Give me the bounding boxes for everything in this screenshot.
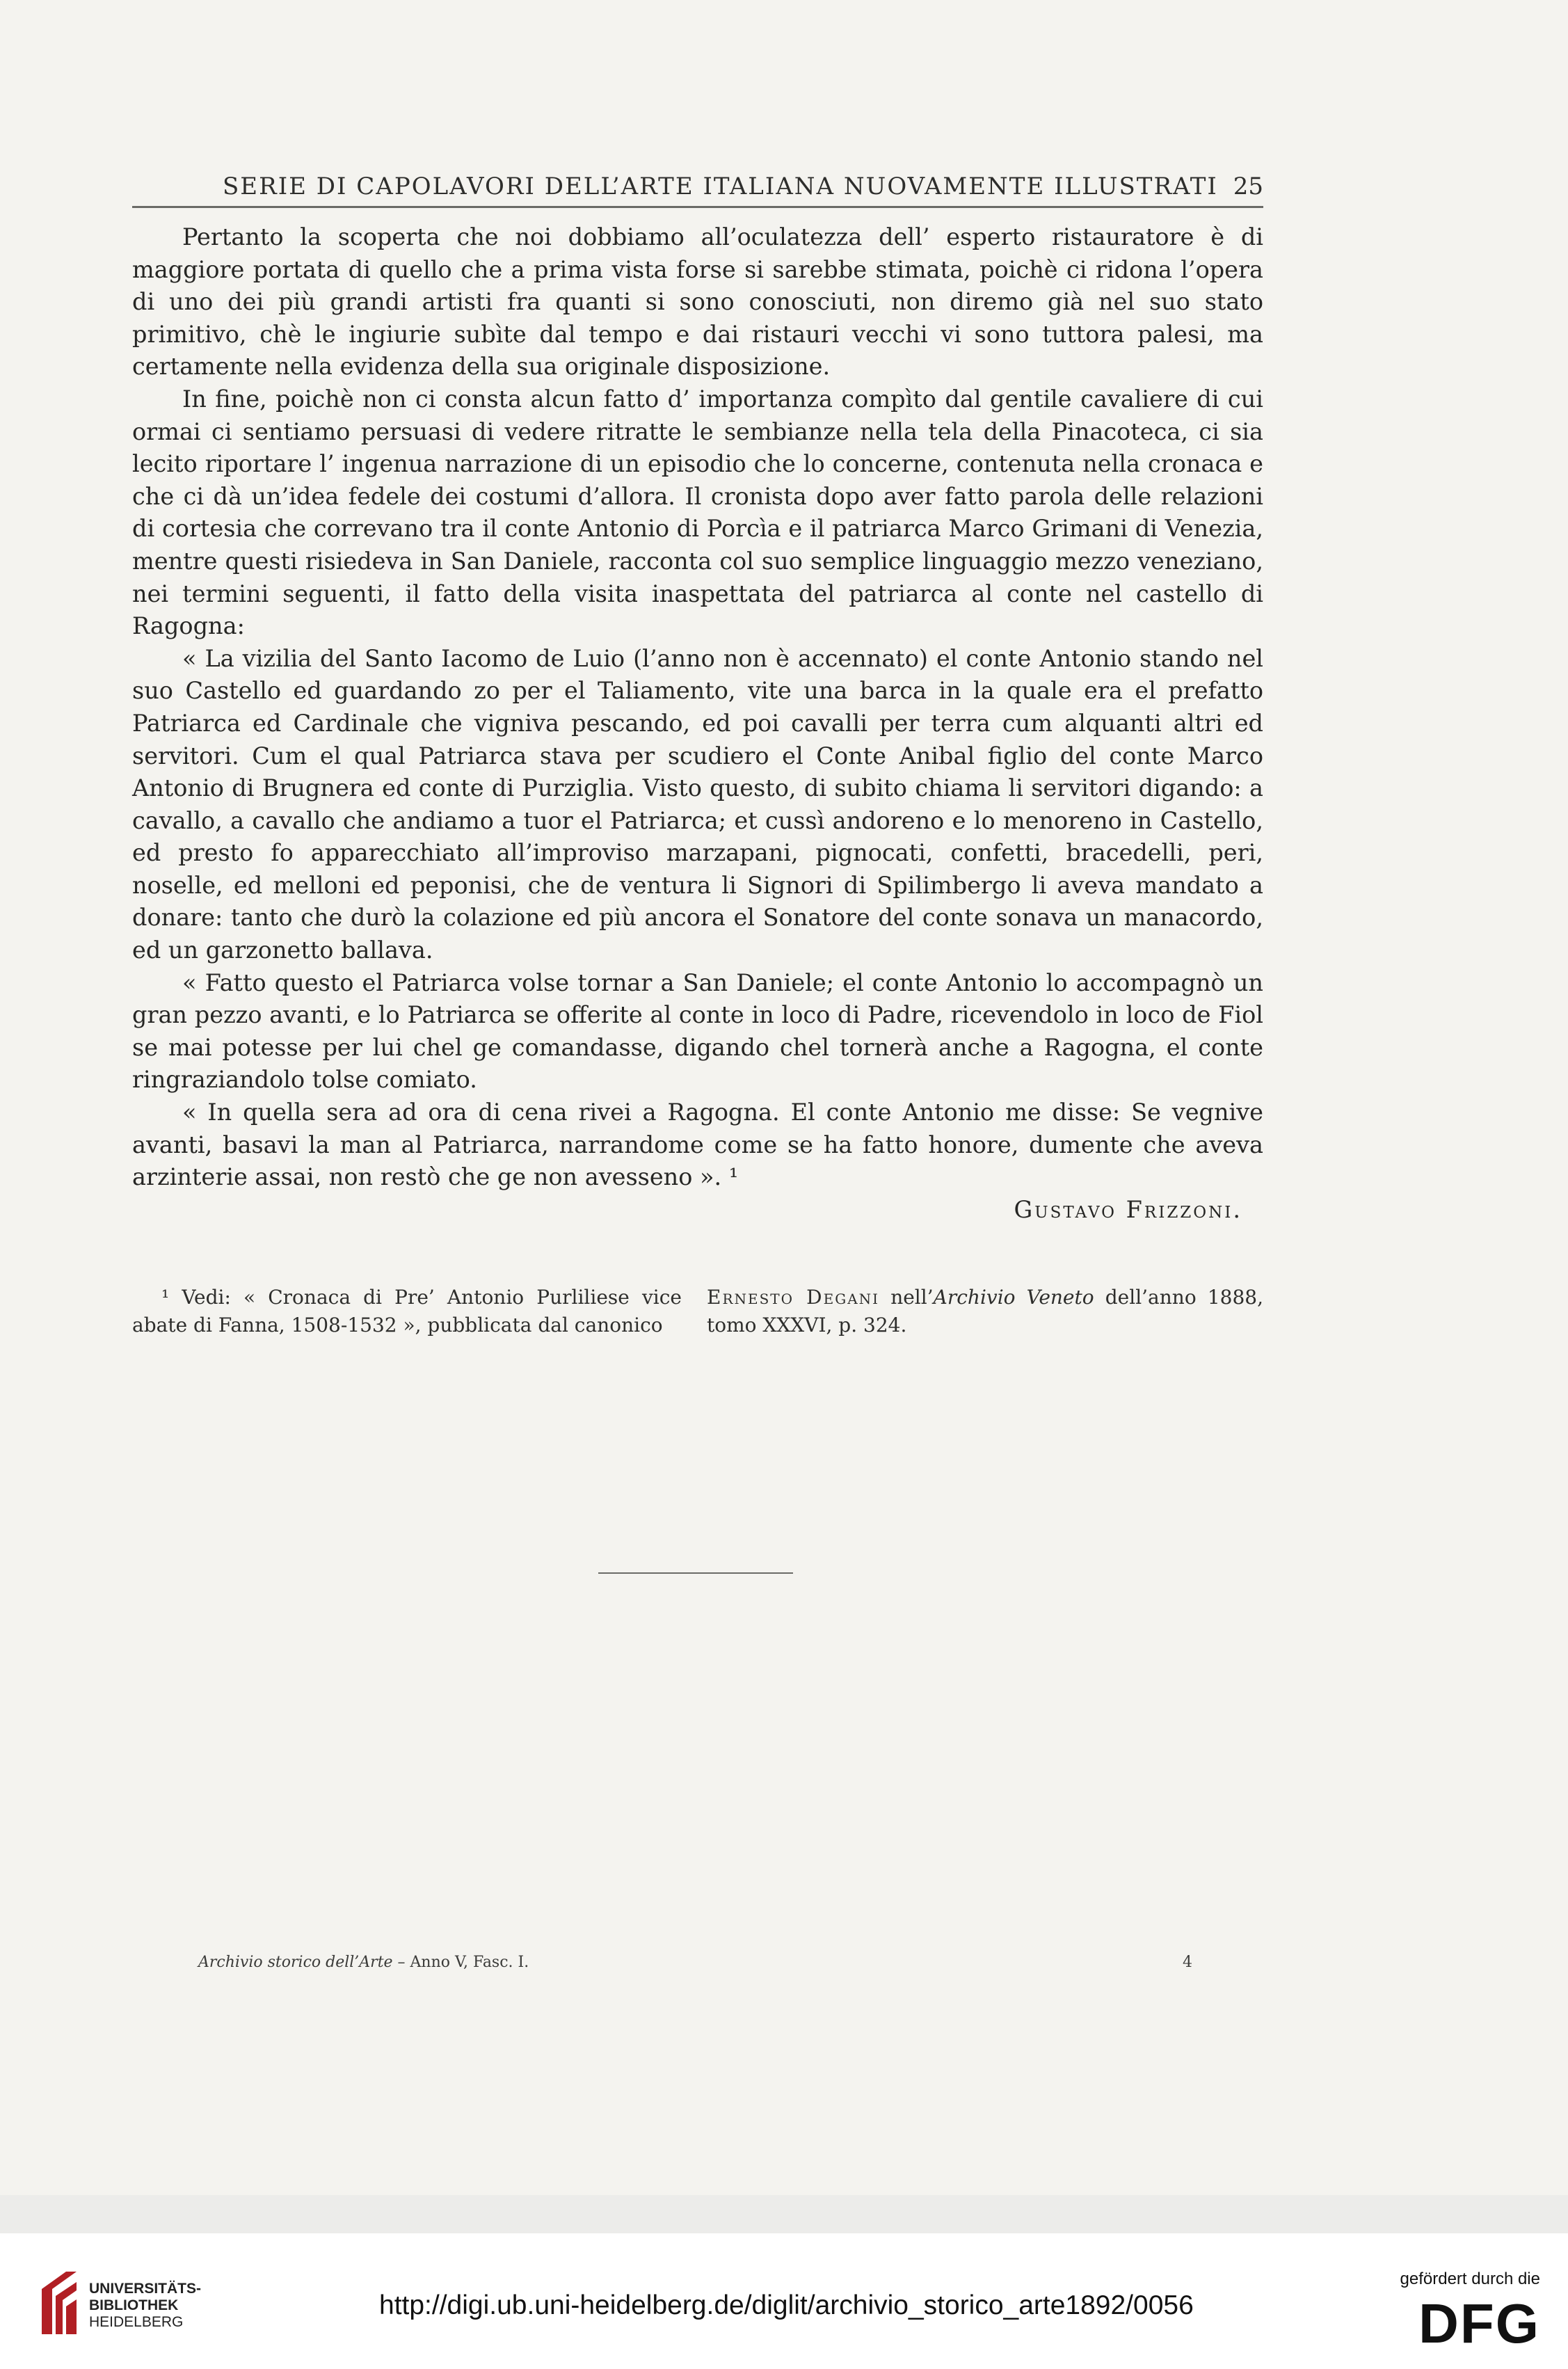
paragraph: Pertanto la scoperta che noi dobbiamo all’oculatezza dell’ esperto ristauratore è di maggiore portata di quello che a prima vista forse si sarebbe stimata, poichè ci ridona l’opera di uno dei più grandi artisti fra quanti si sono conosciuti, non diremo già nel suo stato primitivo, chè le ingiurie subìte dal tempo e dai ristauri vecchi vi sono tuttora palesi, ma certamente nella evidenza della sua originale disposizione. [132,223,1263,381]
quoted-paragraph: « In quella sera ad ora di cena rivei a Ragogna. El conte Antonio me disse: Se vegnive avanti, basavi la man al Patriarca, narrandome come se ha fatto honore, dumente che aveva arzinterie assai, non restò che ge non avesseno ». ¹ [132,1099,1263,1191]
footnote-journal: Archivio Veneto [933,1286,1094,1309]
footnote-author: Ernesto Degani [707,1286,880,1309]
sponsor-caption: gefördert durch die [1400,2270,1540,2288]
library-logo-icon [35,2268,83,2338]
library-bar [0,2233,1568,2369]
dfg-logo: DFG [1418,2292,1540,2354]
paragraph: In fine, poichè non ci consta alcun fatto d’ importanza compìto dal gentile cavaliere di cui ormai ci sentiamo persuasi di vedere ritratte le sembianze nella tela della Pinacoteca, ci sia lecito riportare l’ ingenua narrazione di un episodio che lo concerne, contenuta nella cronaca e che ci dà un’idea fedele dei costumi d’allora. Il cronista dopo aver fatto parola delle relazioni di cortesia che correvano tra il conte Antonio di Porcìa e il patriarca Marco Grimani di Venezia, mentre questi risiedeva in San Daniele, racconta col suo semplice linguaggio mezzo veneziano, nei termini seguenti, il fatto della visita inaspettata del patriarca al conte nel castello di Ragogna: [132,385,1263,640]
library-name-line: UNIVERSITÄTS- [89,2281,202,2297]
running-title: SERIE DI CAPOLAVORI DELL’ARTE ITALIANA NUOVAMENTE ILLUSTRATI [223,173,1218,200]
library-name [89,2281,201,2331]
article-body [132,221,1263,1226]
quoted-paragraph: « Fatto questo el Patriarca volse tornar a San Daniele; el conte Antonio lo accompagnò un gran pezzo avanti, e lo Patriarca se offerite al conte in loco di Padre, ricevendolo in loco de Fiol se mai potesse per lui chel ge comandasse, digando chel tornerà anche a Ragogna, el conte ringraziandolo tolse comiato. [132,968,1263,1094]
quoted-paragraph: « La vizilia del Santo Iacomo de Luio (l’anno non è accennato) el conte Antonio stando nel suo Castello ed guardando zo per el Taliamento, vite una barca in la quale era el prefatto Patriarca ed Cardinale che vigniva pescando, ed poi cavalli per terra cum alquanti altri ed servitori. Cum el qual Patriarca stava per scudiero el Conte Anibal figlio del conte Marco Antonio di Brugnera ed conte di Purziglia. Visto questo, di subito chiama li servitori digando: a cavallo, a cavallo che andiamo a tuor el Patriarca; et cussì andoreno e lo menoreno in Castello, ed presto fo apparecchiato all’improviso marzapani, pignocati, confetti, bracedelli, peri, noselle, ed melloni ed peponisi, che de ventura li Signori di Spilimbergo li aveva mandato a donare: tanto che durò la colazione ed più ancora el Sonatore del conte sonava un manacordo, ed un garzonetto ballava. [132,644,1263,964]
author-signature: Gustavo Frizzoni. [1014,1195,1242,1223]
section-divider [598,1572,793,1574]
journal-footer [198,1954,529,1971]
library-name-line: HEIDELBERG [89,2314,184,2330]
footnote-right-column [707,1284,1263,1339]
permalink-url[interactable]: http://digi.ub.uni-heidelberg.de/diglit/archivio_storico_arte1892/0056 [379,2290,1194,2320]
footnotes [132,1284,1263,1339]
journal-issue: – Anno V, Fasc. I. [392,1954,529,1971]
running-header [132,164,1263,208]
journal-name: Archivio storico dell’Arte [198,1954,393,1971]
library-name-line: BIBLIOTHEK [89,2297,179,2313]
gathering-mark: 4 [1183,1954,1192,1971]
footnote-left-column: ¹ Vedi: « Cronaca di Pre’ Antonio Purliliese vice abate di Fanna, 1508-1532 », pubblicata dal canonico [132,1286,682,1337]
page-number: 25 [1233,173,1263,200]
footnote-text: nell’ [879,1286,934,1309]
footnote-text: dell’anno 1888, tomo XXXVI, p. 324. [707,1286,1263,1337]
